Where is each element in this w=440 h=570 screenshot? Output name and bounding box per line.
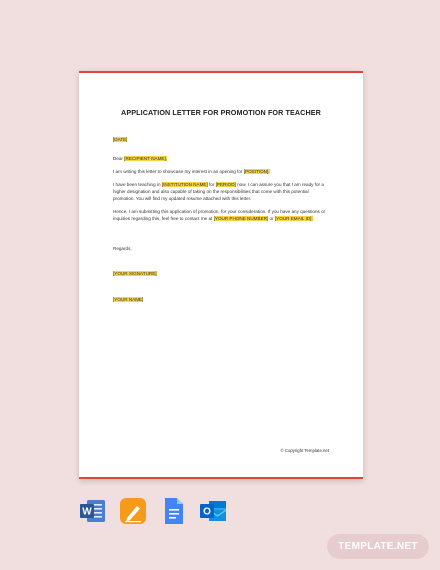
paragraph-3-text-b: or <box>268 216 275 221</box>
recipient-placeholder: [RECIPIENT NAME], <box>124 156 168 161</box>
signature-placeholder: [YOUR SIGNATURE] <box>113 271 157 276</box>
closing: Regards, <box>113 246 132 251</box>
signature-line <box>113 270 329 277</box>
date-placeholder: [DATE] <box>113 137 128 142</box>
copyright-text: © Copyright Template.net <box>280 448 329 453</box>
position-placeholder: [POSITION]. <box>243 169 270 174</box>
paragraph-1 <box>113 168 329 175</box>
name-line <box>113 296 329 303</box>
outlook-icon[interactable] <box>199 497 227 525</box>
name-placeholder: [YOUR NAME] <box>113 297 144 302</box>
format-icons <box>79 497 227 525</box>
outlook-icon-letter: O <box>203 506 211 518</box>
salutation <box>113 155 329 162</box>
template-net-brand-button[interactable]: TEMPLATE.NET <box>327 534 429 559</box>
paragraph-3-text-a: Hence, I am submitting this application of promotion, for your consideration. If you have any questions or inquiries regarding this, feel free to contact me at <box>113 209 326 221</box>
salutation-prefix: Dear <box>113 156 125 161</box>
word-icon-letter: W <box>82 506 92 518</box>
document-title: APPLICATION LETTER FOR PROMOTION FOR TEACHER <box>121 108 321 117</box>
phone-placeholder: [YOUR PHONE NUMBER] <box>213 216 269 221</box>
date-line <box>113 136 329 143</box>
document-page <box>79 71 363 479</box>
paragraph-2-text-a: I have been teaching in <box>113 182 162 187</box>
word-icon[interactable] <box>79 497 107 525</box>
paragraph-2-text-b: for <box>207 182 216 187</box>
paragraph-2 <box>113 181 329 202</box>
pages-icon[interactable] <box>119 497 147 525</box>
institution-placeholder: [INSTITUTION NAME] <box>161 182 208 187</box>
email-placeholder: [YOUR EMAIL ID]. <box>274 216 313 221</box>
paragraph-1-text: I am writing this letter to showcase my interest in an opening for <box>113 169 244 174</box>
period-placeholder: [PERIOD] <box>215 182 236 187</box>
paragraph-2-text-c: now. I can assure you that I am ready for a higher designation and also capable of taking on the responsibilities that come with this potential promotion. You will find my updated resume attached with this letter. <box>113 182 324 201</box>
google-docs-icon[interactable] <box>159 497 187 525</box>
paragraph-3 <box>113 208 329 222</box>
